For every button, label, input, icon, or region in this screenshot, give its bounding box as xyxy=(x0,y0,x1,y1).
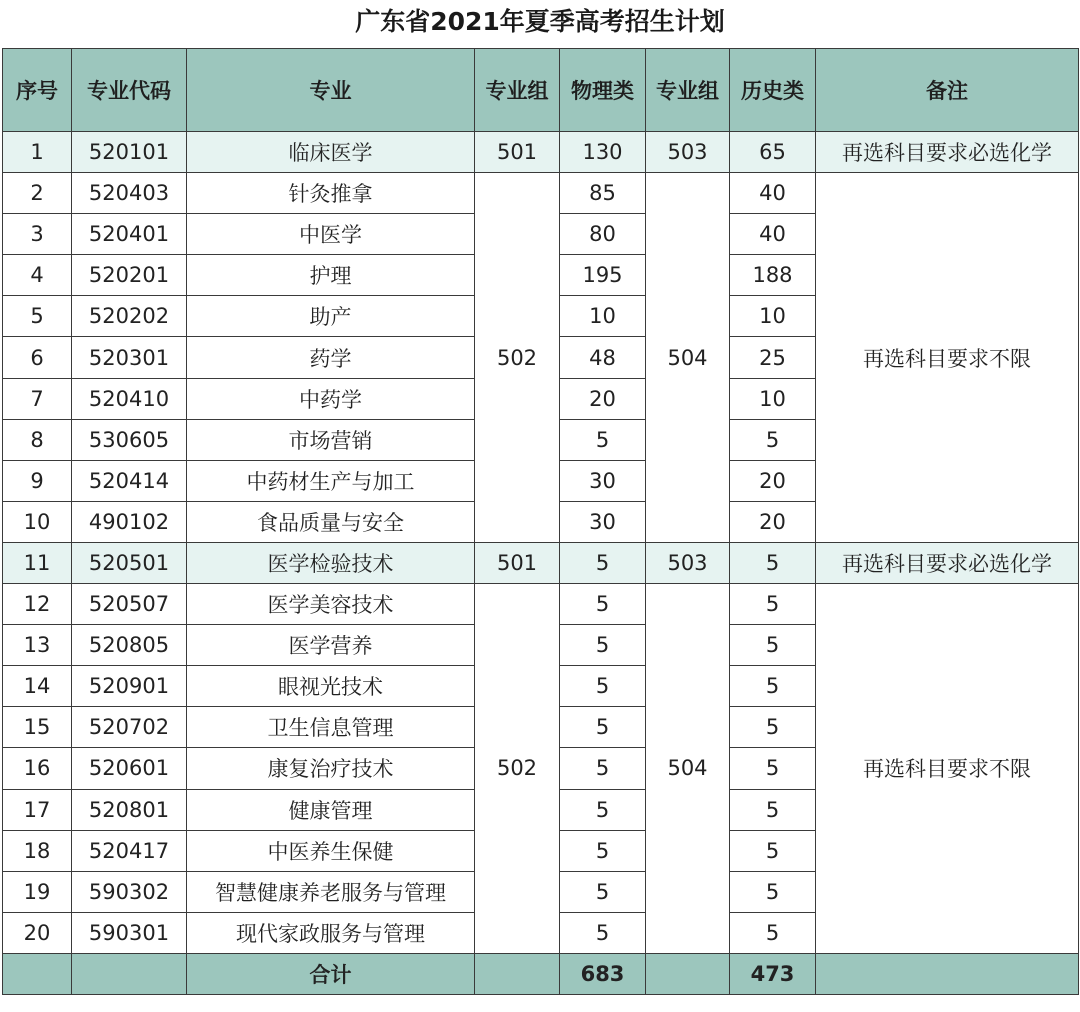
cell-major: 中医学 xyxy=(187,214,475,255)
cell-phys: 48 xyxy=(560,337,646,378)
cell-major: 助产 xyxy=(187,296,475,337)
cell-no: 2 xyxy=(3,173,72,214)
cell-no: 4 xyxy=(3,255,72,296)
cell-major: 中医养生保健 xyxy=(187,830,475,871)
cell-no: 16 xyxy=(3,748,72,789)
cell-no: 19 xyxy=(3,871,72,912)
cell-major: 临床医学 xyxy=(187,132,475,173)
total-hist: 473 xyxy=(730,953,816,994)
cell-phys: 5 xyxy=(560,748,646,789)
cell-phys-group: 502 xyxy=(475,173,560,543)
header-hist-group: 专业组 xyxy=(646,49,730,132)
cell-phys: 5 xyxy=(560,830,646,871)
cell-no: 9 xyxy=(3,460,72,501)
cell-phys: 30 xyxy=(560,460,646,501)
cell-code: 530605 xyxy=(72,419,187,460)
header-note: 备注 xyxy=(816,49,1079,132)
cell-no: 13 xyxy=(3,625,72,666)
cell-hist: 10 xyxy=(730,378,816,419)
total-blank-5 xyxy=(816,953,1079,994)
cell-note: 再选科目要求必选化学 xyxy=(816,132,1079,173)
cell-hist: 5 xyxy=(730,707,816,748)
cell-major: 医学美容技术 xyxy=(187,584,475,625)
cell-major: 中药学 xyxy=(187,378,475,419)
total-blank-3 xyxy=(475,953,560,994)
cell-no: 20 xyxy=(3,912,72,953)
header-no: 序号 xyxy=(3,49,72,132)
cell-phys: 5 xyxy=(560,625,646,666)
total-label: 合计 xyxy=(187,953,475,994)
cell-no: 12 xyxy=(3,584,72,625)
header-hist: 历史类 xyxy=(730,49,816,132)
cell-hist: 5 xyxy=(730,666,816,707)
cell-major: 市场营销 xyxy=(187,419,475,460)
cell-major: 健康管理 xyxy=(187,789,475,830)
total-blank-1 xyxy=(3,953,72,994)
cell-phys: 5 xyxy=(560,707,646,748)
cell-no: 10 xyxy=(3,501,72,542)
total-row xyxy=(3,953,1079,994)
cell-phys: 5 xyxy=(560,584,646,625)
cell-note: 再选科目要求不限 xyxy=(816,173,1079,543)
cell-phys: 5 xyxy=(560,419,646,460)
table-row xyxy=(3,542,1079,583)
cell-hist-group: 503 xyxy=(646,542,730,583)
cell-major: 智慧健康养老服务与管理 xyxy=(187,871,475,912)
cell-hist-group: 504 xyxy=(646,584,730,954)
header-phys: 物理类 xyxy=(560,49,646,132)
cell-no: 18 xyxy=(3,830,72,871)
enrollment-table xyxy=(2,48,1079,995)
cell-hist: 188 xyxy=(730,255,816,296)
cell-hist: 5 xyxy=(730,830,816,871)
cell-code: 520410 xyxy=(72,378,187,419)
page-title: 广东省2021年夏季高考招生计划 xyxy=(355,7,725,36)
cell-code: 490102 xyxy=(72,501,187,542)
cell-no: 6 xyxy=(3,337,72,378)
cell-code: 520403 xyxy=(72,173,187,214)
cell-no: 14 xyxy=(3,666,72,707)
cell-note: 再选科目要求不限 xyxy=(816,584,1079,954)
cell-hist: 10 xyxy=(730,296,816,337)
cell-major: 食品质量与安全 xyxy=(187,501,475,542)
cell-hist-group: 503 xyxy=(646,132,730,173)
cell-phys-group: 502 xyxy=(475,584,560,954)
cell-major: 现代家政服务与管理 xyxy=(187,912,475,953)
cell-major: 医学营养 xyxy=(187,625,475,666)
cell-hist: 5 xyxy=(730,419,816,460)
cell-major: 医学检验技术 xyxy=(187,542,475,583)
cell-major: 中药材生产与加工 xyxy=(187,460,475,501)
cell-phys: 130 xyxy=(560,132,646,173)
cell-hist: 5 xyxy=(730,871,816,912)
cell-no: 11 xyxy=(3,542,72,583)
cell-hist: 5 xyxy=(730,542,816,583)
cell-hist: 5 xyxy=(730,584,816,625)
cell-hist: 5 xyxy=(730,748,816,789)
cell-code: 520401 xyxy=(72,214,187,255)
cell-no: 15 xyxy=(3,707,72,748)
cell-major: 药学 xyxy=(187,337,475,378)
cell-hist: 20 xyxy=(730,501,816,542)
cell-code: 520301 xyxy=(72,337,187,378)
cell-code: 520901 xyxy=(72,666,187,707)
header-row xyxy=(3,49,1079,132)
header-major: 专业 xyxy=(187,49,475,132)
cell-code: 520101 xyxy=(72,132,187,173)
cell-major: 针灸推拿 xyxy=(187,173,475,214)
cell-phys: 5 xyxy=(560,666,646,707)
cell-no: 5 xyxy=(3,296,72,337)
table-row xyxy=(3,584,1079,625)
cell-hist: 20 xyxy=(730,460,816,501)
cell-no: 1 xyxy=(3,132,72,173)
cell-code: 520601 xyxy=(72,748,187,789)
cell-hist: 5 xyxy=(730,789,816,830)
cell-phys: 5 xyxy=(560,789,646,830)
cell-hist: 5 xyxy=(730,912,816,953)
cell-code: 520507 xyxy=(72,584,187,625)
cell-phys: 80 xyxy=(560,214,646,255)
cell-hist: 40 xyxy=(730,214,816,255)
header-code: 专业代码 xyxy=(72,49,187,132)
cell-phys: 85 xyxy=(560,173,646,214)
cell-code: 590301 xyxy=(72,912,187,953)
total-blank-2 xyxy=(72,953,187,994)
table-row xyxy=(3,132,1079,173)
cell-hist: 65 xyxy=(730,132,816,173)
cell-phys: 5 xyxy=(560,542,646,583)
total-blank-4 xyxy=(646,953,730,994)
cell-phys: 30 xyxy=(560,501,646,542)
cell-phys: 5 xyxy=(560,871,646,912)
cell-major: 卫生信息管理 xyxy=(187,707,475,748)
cell-hist-group: 504 xyxy=(646,173,730,543)
cell-phys: 20 xyxy=(560,378,646,419)
cell-hist: 5 xyxy=(730,625,816,666)
cell-code: 520805 xyxy=(72,625,187,666)
cell-no: 8 xyxy=(3,419,72,460)
cell-code: 520501 xyxy=(72,542,187,583)
cell-code: 590302 xyxy=(72,871,187,912)
cell-no: 3 xyxy=(3,214,72,255)
cell-hist: 40 xyxy=(730,173,816,214)
cell-code: 520202 xyxy=(72,296,187,337)
cell-major: 康复治疗技术 xyxy=(187,748,475,789)
cell-code: 520201 xyxy=(72,255,187,296)
cell-phys: 195 xyxy=(560,255,646,296)
cell-phys: 10 xyxy=(560,296,646,337)
cell-phys: 5 xyxy=(560,912,646,953)
cell-code: 520801 xyxy=(72,789,187,830)
cell-hist: 25 xyxy=(730,337,816,378)
cell-no: 7 xyxy=(3,378,72,419)
cell-no: 17 xyxy=(3,789,72,830)
cell-major: 眼视光技术 xyxy=(187,666,475,707)
cell-code: 520702 xyxy=(72,707,187,748)
header-phys-group: 专业组 xyxy=(475,49,560,132)
cell-code: 520417 xyxy=(72,830,187,871)
cell-phys-group: 501 xyxy=(475,132,560,173)
cell-major: 护理 xyxy=(187,255,475,296)
cell-note: 再选科目要求必选化学 xyxy=(816,542,1079,583)
cell-phys-group: 501 xyxy=(475,542,560,583)
table-row xyxy=(3,173,1079,214)
cell-code: 520414 xyxy=(72,460,187,501)
total-phys: 683 xyxy=(560,953,646,994)
